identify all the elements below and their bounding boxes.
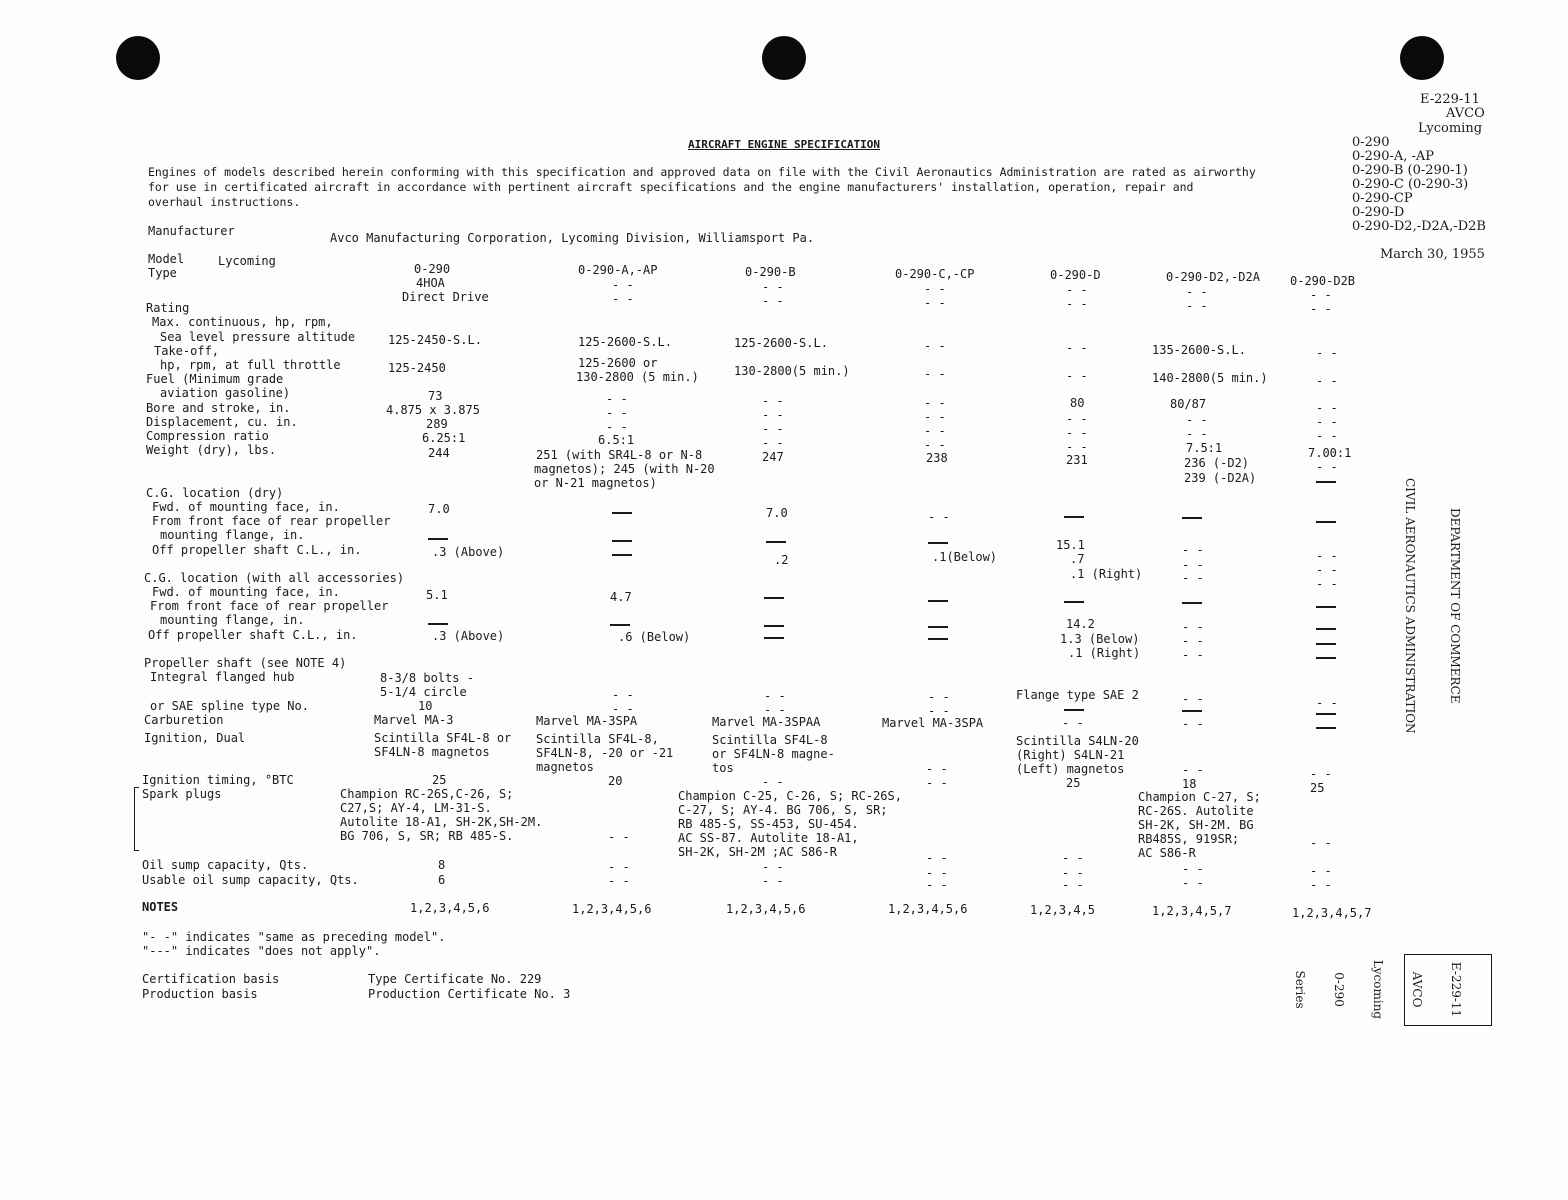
not-applicable-mark [610, 624, 630, 626]
cell-value: SF4LN-8, -20 or -21 [536, 746, 674, 760]
row-label: Max. continuous, hp, rpm, [152, 315, 333, 329]
row-label: Bore and stroke, in. [146, 401, 291, 415]
cell-value: .7 [1070, 552, 1085, 566]
same-mark: - - [1316, 429, 1338, 443]
same-mark: - - [1316, 696, 1338, 710]
cell-value: Autolite 18-A1, SH-2K,SH-2M. [340, 815, 543, 829]
not-applicable-mark [1064, 709, 1084, 711]
same-mark: - - [926, 866, 948, 880]
cell-value: 25 [1310, 781, 1325, 795]
same-mark: - - [764, 703, 786, 717]
row-label: Fwd. of mounting face, in. [152, 585, 340, 599]
series-stamp-text [1267, 960, 1488, 1019]
cell-value: Marvel MA-3SPAA [712, 715, 821, 729]
same-mark: - - [1182, 634, 1204, 648]
not-applicable-mark [428, 623, 448, 625]
same-mark: - - [608, 830, 630, 844]
legend-line: "---" indicates "does not apply". [142, 944, 381, 958]
cell-value: or N-21 magnetos) [534, 476, 657, 490]
not-applicable-mark [1316, 727, 1336, 729]
model-maker: Lycoming [218, 254, 276, 268]
not-applicable-mark [928, 638, 948, 640]
manufacturer-value: Avco Manufacturing Corporation, Lycoming Division, Williamsport Pa. [330, 231, 815, 245]
same-mark: - - [1316, 374, 1338, 388]
cell-value: .1 (Right) [1070, 567, 1143, 581]
column-header: 0-290 [414, 262, 451, 276]
same-mark: - - [1186, 413, 1208, 427]
cell-value: Champion RC-26S,C-26, S; [340, 787, 514, 801]
same-mark: - - [762, 408, 784, 422]
same-mark: - - [1182, 648, 1204, 662]
doc-id: E-229-11 [1420, 92, 1480, 107]
same-mark: - - [928, 690, 950, 704]
cell-value: 7.00:1 [1308, 446, 1352, 460]
not-applicable-mark [612, 540, 632, 542]
row-label: Spark plugs [142, 787, 222, 801]
same-mark: - - [1182, 571, 1204, 585]
row-label: Off propeller shaft C.L., in. [152, 543, 362, 557]
not-applicable-mark [764, 637, 784, 639]
cell-value: .3 (Above) [432, 545, 505, 559]
model-list-item: 0-290-A, -AP [1352, 149, 1435, 164]
same-mark: - - [1316, 460, 1338, 474]
same-mark: - - [1066, 426, 1088, 440]
same-mark: - - [1182, 543, 1204, 557]
same-mark: - - [608, 860, 630, 874]
row-label: Rating [146, 301, 190, 315]
cell-value: 7.0 [766, 506, 788, 520]
not-applicable-mark [1316, 628, 1336, 630]
not-applicable-mark [764, 597, 784, 599]
row-label: Fuel (Minimum grade [146, 372, 284, 386]
not-applicable-mark [766, 541, 786, 543]
cell-value: 14.2 [1066, 617, 1095, 631]
same-mark: - - [1066, 369, 1088, 383]
cell-value: magnetos [536, 760, 594, 774]
prod-basis-value: Production Certificate No. 3 [368, 987, 571, 1001]
same-mark: - - [1066, 412, 1088, 426]
cell-value: 130-2800(5 min.) [734, 364, 850, 378]
same-mark: - - [1186, 285, 1208, 299]
cell-value: RC-26S. Autolite [1138, 804, 1254, 818]
same-mark: - - [1066, 283, 1088, 297]
same-mark: - - [1062, 866, 1084, 880]
same-mark: - - [1316, 577, 1338, 591]
same-mark: - - [612, 278, 634, 292]
same-mark: - - [1310, 878, 1332, 892]
cell-value: 1.3 (Below) [1060, 632, 1140, 646]
cell-value: 244 [428, 446, 450, 460]
same-mark: - - [1182, 692, 1204, 706]
stamp-line: Series [1293, 970, 1307, 1009]
cell-value: Scintilla SF4L-8 [712, 733, 828, 747]
same-mark: - - [1182, 620, 1204, 634]
cell-value: SF4LN-8 magnetos [374, 745, 490, 759]
section-label: C.G. location (with all accessories) [144, 571, 405, 585]
row-label: Compression ratio [146, 429, 269, 443]
row-label: Off propeller shaft C.L., in. [148, 628, 358, 642]
same-mark: - - [606, 406, 628, 420]
row-label: Displacement, cu. in. [146, 415, 298, 429]
cell-value: C-27, S; AY-4. BG 706, S, SR; [678, 803, 888, 817]
same-mark: - - [924, 424, 946, 438]
same-mark: - - [762, 436, 784, 450]
same-mark: - - [762, 422, 784, 436]
cell-value: 10 [418, 699, 433, 713]
model-list-item: 0-290-D [1352, 205, 1405, 220]
stamp-line: E-229-11 [1449, 961, 1463, 1018]
not-applicable-mark [764, 625, 784, 627]
cell-value: 239 (-D2A) [1184, 471, 1257, 485]
not-applicable-mark [1316, 606, 1336, 608]
same-mark: - - [612, 292, 634, 306]
row-label: or SAE spline type No. [150, 699, 309, 713]
cell-value: 7.5:1 [1186, 441, 1223, 455]
cell-value: AC S86-R [1138, 846, 1196, 860]
cell-value: 125-2450-S.L. [388, 333, 482, 347]
row-label: From front face of rear propeller [150, 599, 389, 613]
same-mark: - - [1310, 836, 1332, 850]
row-label: Take-off, [154, 344, 220, 358]
same-mark: - - [1182, 763, 1204, 777]
stamp-line: Lycoming [1371, 960, 1385, 1020]
cell-value: 125-2600 or [578, 356, 658, 370]
column-header: 0-290-D [1050, 268, 1101, 282]
intro-line: overhaul instructions. [148, 195, 301, 209]
cell-value: Scintilla SF4L-8 or [374, 731, 512, 745]
same-mark: - - [606, 392, 628, 406]
cell-value: 8 [438, 858, 446, 872]
cell-value: C27,S; AY-4, LM-31-S. [340, 801, 492, 815]
not-applicable-mark [1316, 481, 1336, 483]
same-mark: - - [926, 878, 948, 892]
cell-value: (Left) magnetos [1016, 762, 1125, 776]
type-value: 4HOA [416, 276, 445, 290]
department-line: DEPARTMENT OF COMMERCE [1448, 508, 1462, 704]
not-applicable-mark [428, 538, 448, 540]
cell-value: 25 [1066, 776, 1081, 790]
cell-value: 289 [426, 417, 448, 431]
cell-value: 135-2600-S.L. [1152, 343, 1246, 357]
binder-hole-right [1400, 36, 1444, 80]
column-header: 0-290-D2B [1290, 274, 1356, 288]
same-mark: - - [926, 776, 948, 790]
cell-value: 7.0 [428, 502, 450, 516]
cell-value: 15.1 [1056, 538, 1085, 552]
cell-value: Champion C-27, S; [1138, 790, 1261, 804]
row-label: Oil sump capacity, Qts. [142, 858, 309, 872]
cell-value: or SF4LN-8 magne- [712, 747, 835, 761]
notes-value: 1,2,3,4,5,6 [410, 901, 490, 915]
same-mark: - - [612, 688, 634, 702]
cell-value: 4.7 [610, 590, 632, 604]
same-mark: - - [1186, 299, 1208, 313]
same-mark: - - [762, 280, 784, 294]
cell-value: Marvel MA-3 [374, 713, 454, 727]
row-label: Fwd. of mounting face, in. [152, 500, 340, 514]
row-label: Carburetion [144, 713, 224, 727]
notes-label: NOTES [142, 900, 179, 914]
model-label: Model [148, 252, 185, 266]
notes-value: 1,2,3,4,5,7 [1152, 904, 1232, 918]
cell-value: Scintilla S4LN-20 [1016, 734, 1139, 748]
cell-value: 231 [1066, 453, 1088, 467]
cell-value: 125-2450 [388, 361, 446, 375]
not-applicable-mark [1316, 713, 1336, 715]
stamp-line: 0-290 [1332, 972, 1346, 1007]
same-mark: - - [762, 294, 784, 308]
notes-value: 1,2,3,4,5 [1030, 903, 1096, 917]
same-mark: - - [926, 851, 948, 865]
same-mark: - - [1310, 288, 1332, 302]
same-mark: - - [928, 704, 950, 718]
cell-value: Flange type SAE 2 [1016, 688, 1139, 702]
row-label: hp, rpm, at full throttle [160, 358, 341, 372]
same-mark: - - [1062, 716, 1084, 730]
cell-value: 130-2800 (5 min.) [576, 370, 699, 384]
maker-name: AVCO [1446, 106, 1485, 121]
row-label: Ignition timing, °BTC [142, 773, 294, 787]
same-mark: - - [1310, 864, 1332, 878]
section-label: C.G. location (dry) [146, 486, 284, 500]
type-value: Direct Drive [402, 290, 489, 304]
type-label: Type [148, 266, 177, 280]
column-header: 0-290-C,-CP [895, 267, 975, 281]
cell-value: BG 706, S, SR; RB 485-S. [340, 829, 514, 843]
cell-value: 6.5:1 [598, 433, 635, 447]
not-applicable-mark [1064, 601, 1084, 603]
not-applicable-mark [1316, 657, 1336, 659]
same-mark: - - [1062, 851, 1084, 865]
not-applicable-mark [1182, 517, 1202, 519]
cell-value: RB 485-S, SS-453, SU-454. [678, 817, 859, 831]
cell-value: RB485S, 919SR; [1138, 832, 1240, 846]
model-list-item: 0-290-B (0-290-1) [1352, 163, 1468, 178]
cell-value: SH-2K, SH-2M ;AC S86-R [678, 845, 837, 859]
cell-value: 5-1/4 circle [380, 685, 467, 699]
cell-value: 73 [428, 389, 443, 403]
cell-value: magnetos); 245 (with N-20 [534, 462, 715, 476]
cell-value: Marvel MA-3SPA [536, 714, 638, 728]
legend-line: "- -" indicates "same as preceding model". [142, 930, 446, 944]
same-mark: - - [762, 874, 784, 888]
cell-value: AC SS-87. Autolite 18-A1, [678, 831, 859, 845]
same-mark: - - [1316, 549, 1338, 563]
cell-value: .3 (Above) [432, 629, 505, 643]
same-mark: - - [926, 762, 948, 776]
same-mark: - - [924, 438, 946, 452]
row-label: mounting flange, in. [160, 613, 305, 627]
cert-basis-value: Type Certificate No. 229 [368, 972, 542, 986]
cell-value: 251 (with SR4L-8 or N-8 [536, 448, 703, 462]
division-name: Lycoming [1418, 121, 1483, 136]
same-mark: - - [924, 296, 946, 310]
row-label: Integral flanged hub [150, 670, 295, 684]
notes-value: 1,2,3,4,5,7 [1292, 906, 1372, 920]
spark-plug-bracket [134, 787, 139, 851]
not-applicable-mark [928, 600, 948, 602]
cell-value: 6.25:1 [422, 431, 466, 445]
cell-value: 125-2600-S.L. [578, 335, 672, 349]
cell-value: 20 [608, 774, 623, 788]
same-mark: - - [1066, 440, 1088, 454]
same-mark: - - [928, 510, 950, 524]
cell-value: (Right) S4LN-21 [1016, 748, 1125, 762]
not-applicable-mark [928, 626, 948, 628]
cell-value: 80 [1070, 396, 1085, 410]
section-label: Propeller shaft (see NOTE 4) [144, 656, 347, 670]
same-mark: - - [1186, 427, 1208, 441]
model-list-item: 0-290-C (0-290-3) [1352, 177, 1469, 192]
model-list-item: 0-290-CP [1352, 191, 1413, 206]
same-mark: - - [1316, 401, 1338, 415]
cell-value: Marvel MA-3SPA [882, 716, 984, 730]
cell-value: .1(Below) [932, 550, 998, 564]
cell-value: .6 (Below) [618, 630, 691, 644]
same-mark: - - [1066, 297, 1088, 311]
cell-value: 5.1 [426, 588, 448, 602]
cell-value: 238 [926, 451, 948, 465]
same-mark: - - [924, 367, 946, 381]
not-applicable-mark [1182, 710, 1202, 712]
column-header: 0-290-A,-AP [578, 263, 658, 277]
binder-hole-center [762, 36, 806, 80]
stamp-line: AVCO [1410, 971, 1424, 1008]
row-label: Usable oil sump capacity, Qts. [142, 873, 359, 887]
notes-value: 1,2,3,4,5,6 [888, 902, 968, 916]
not-applicable-mark [1316, 643, 1336, 645]
same-mark: - - [924, 410, 946, 424]
same-mark: - - [762, 394, 784, 408]
same-mark: - - [1316, 415, 1338, 429]
model-list-item: 0-290 [1352, 135, 1390, 150]
column-header: 0-290-B [745, 265, 796, 279]
row-label: Sea level pressure altitude [160, 330, 356, 344]
cell-value: 236 (-D2) [1184, 456, 1250, 470]
same-mark: - - [1066, 341, 1088, 355]
cell-value: 25 [432, 773, 447, 787]
same-mark: - - [924, 339, 946, 353]
same-mark: - - [762, 860, 784, 874]
cell-value: .2 [774, 553, 789, 567]
not-applicable-mark [612, 512, 632, 514]
intro-line: Engines of models described herein conforming with this specification and approved data on file with the Civil Aeronautics Administration are rated as airworthy [148, 165, 1256, 179]
not-applicable-mark [612, 554, 632, 556]
cell-value: 8-3/8 bolts - [380, 671, 474, 685]
same-mark: - - [1310, 767, 1332, 781]
not-applicable-mark [1316, 521, 1336, 523]
cell-value: 4.875 x 3.875 [386, 403, 480, 417]
cell-value: SH-2K, SH-2M. BG [1138, 818, 1254, 832]
page-title: AIRCRAFT ENGINE SPECIFICATION [688, 138, 881, 151]
same-mark: - - [762, 775, 784, 789]
same-mark: - - [1182, 717, 1204, 731]
column-header: 0-290-D2,-D2A [1166, 270, 1260, 284]
same-mark: - - [924, 282, 946, 296]
cell-value: 6 [438, 873, 446, 887]
cell-value: .1 (Right) [1068, 646, 1141, 660]
binder-hole-left [116, 36, 160, 80]
not-applicable-mark [1182, 602, 1202, 604]
same-mark: - - [764, 689, 786, 703]
cell-value: 18 [1182, 777, 1197, 791]
row-label: mounting flange, in. [160, 528, 305, 542]
row-label: Weight (dry), lbs. [146, 443, 277, 457]
same-mark: - - [608, 874, 630, 888]
not-applicable-mark [1064, 516, 1084, 518]
cell-value: tos [712, 761, 734, 775]
same-mark: - - [606, 420, 628, 434]
cert-basis-label: Certification basis [142, 972, 280, 986]
same-mark: - - [1182, 558, 1204, 572]
row-label: aviation gasoline) [160, 386, 291, 400]
same-mark: - - [1182, 876, 1204, 890]
cell-value: 125-2600-S.L. [734, 336, 828, 350]
not-applicable-mark [928, 542, 948, 544]
same-mark: - - [1062, 878, 1084, 892]
department-side-text [1372, 478, 1492, 734]
intro-line: for use in certificated aircraft in accordance with pertinent aircraft specifications and the engine manufacturers' installation, operation, repair and [148, 180, 1194, 194]
cell-value: Champion C-25, C-26, S; RC-26S, [678, 789, 902, 803]
same-mark: - - [1316, 563, 1338, 577]
doc-date: March 30, 1955 [1380, 247, 1485, 262]
row-label: Ignition, Dual [144, 731, 246, 745]
row-label: From front face of rear propeller [152, 514, 391, 528]
same-mark: - - [612, 702, 634, 716]
same-mark: - - [1316, 346, 1338, 360]
same-mark: - - [1182, 862, 1204, 876]
prod-basis-label: Production basis [142, 987, 258, 1001]
notes-value: 1,2,3,4,5,6 [726, 902, 806, 916]
same-mark: - - [1310, 302, 1332, 316]
cell-value: 80/87 [1170, 397, 1207, 411]
model-list-item: 0-290-D2,-D2A,-D2B [1352, 219, 1486, 234]
cell-value: Scintilla SF4L-8, [536, 732, 659, 746]
manufacturer-label: Manufacturer [148, 224, 235, 238]
same-mark: - - [924, 396, 946, 410]
administration-line: CIVIL AERONAUTICS ADMINISTRATION [1403, 478, 1417, 734]
notes-value: 1,2,3,4,5,6 [572, 902, 652, 916]
cell-value: 247 [762, 450, 784, 464]
cell-value: 140-2800(5 min.) [1152, 371, 1268, 385]
